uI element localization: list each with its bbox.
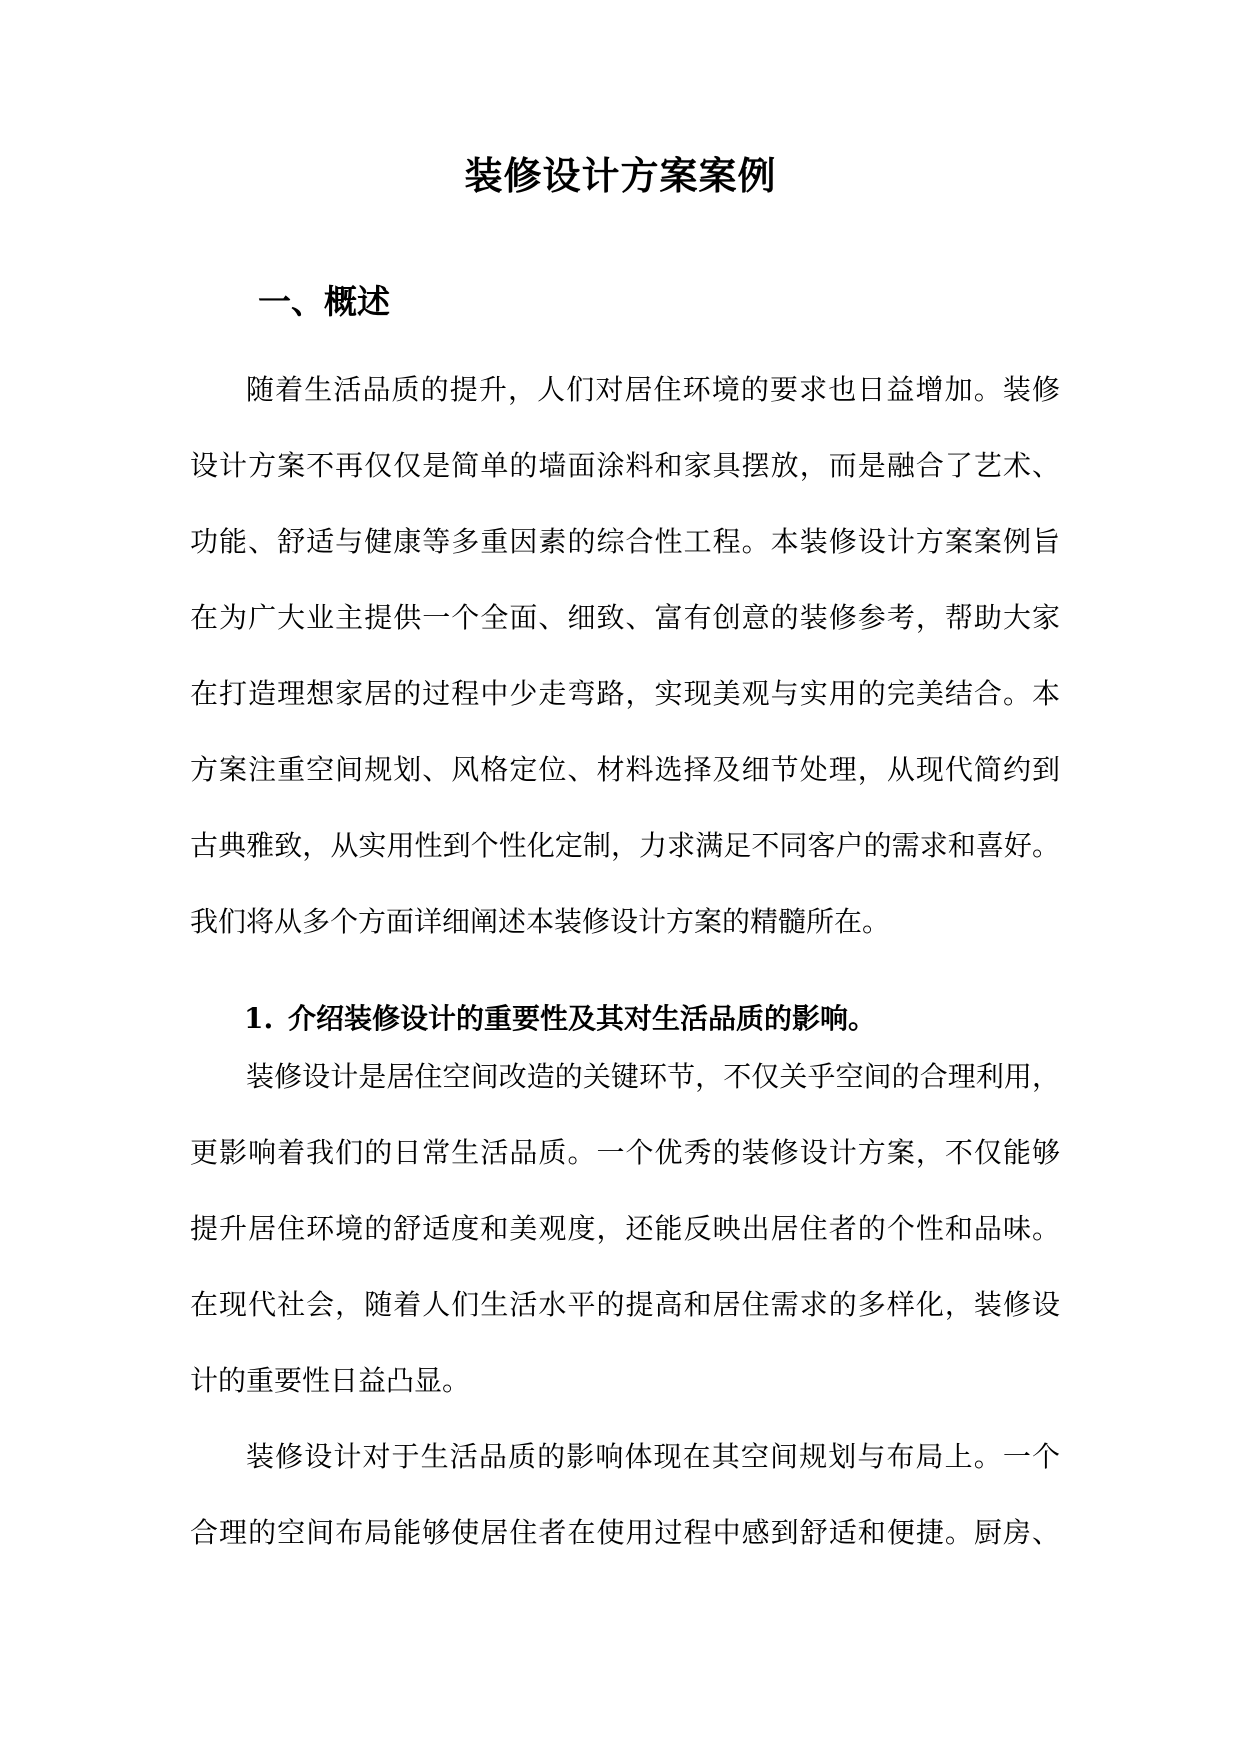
paragraph-line: 装修设计是居住空间改造的关键环节，不仅关乎空间的合理利用， <box>246 1060 1060 1093</box>
paragraph-line: 装修设计对于生活品质的影响体现在其空间规划与布局上。一个 <box>246 1440 1060 1473</box>
paragraph-line: 在打造理想家居的过程中少走弯路，实现美观与实用的完美结合。本 <box>190 677 1060 710</box>
paragraph-line: 设计方案不再仅仅是简单的墙面涂料和家具摆放，而是融合了艺术、 <box>190 449 1060 482</box>
subsection-heading <box>244 995 876 1043</box>
importance-paragraph <box>190 1039 1060 1419</box>
subsection-heading-text: 介绍装修设计的重要性及其对生活品质的影响。 <box>288 1002 877 1035</box>
paragraph-line: 在现代社会，随着人们生活水平的提高和居住需求的多样化，装修设 <box>190 1288 1060 1321</box>
subsection-number: 1. <box>244 1002 274 1035</box>
paragraph-line: 随着生活品质的提升，人们对居住环境的要求也日益增加。装修 <box>246 373 1060 406</box>
overview-paragraph <box>190 352 1060 960</box>
layout-paragraph <box>190 1419 1060 1571</box>
section-heading-overview: 一、概述 <box>258 282 390 321</box>
paragraph-line: 提升居住环境的舒适度和美观度，还能反映出居住者的个性和品味。 <box>190 1212 1060 1245</box>
paragraph-line: 合理的空间布局能够使居住者在使用过程中感到舒适和便捷。厨房、 <box>190 1516 1060 1549</box>
paragraph-line: 古典雅致，从实用性到个性化定制，力求满足不同客户的需求和喜好。 <box>190 829 1060 862</box>
paragraph-line: 更影响着我们的日常生活品质。一个优秀的装修设计方案，不仅能够 <box>190 1136 1060 1169</box>
paragraph-line: 计的重要性日益凸显。 <box>190 1364 471 1397</box>
paragraph-line: 功能、舒适与健康等多重因素的综合性工程。本装修设计方案案例旨 <box>190 525 1060 558</box>
paragraph-line: 方案注重空间规划、风格定位、材料选择及细节处理，从现代简约到 <box>190 753 1060 786</box>
document-title: 装修设计方案案例 <box>464 153 777 198</box>
paragraph-line: 在为广大业主提供一个全面、细致、富有创意的装修参考，帮助大家 <box>190 601 1060 634</box>
paragraph-line: 我们将从多个方面详细阐述本装修设计方案的精髓所在。 <box>190 905 891 938</box>
